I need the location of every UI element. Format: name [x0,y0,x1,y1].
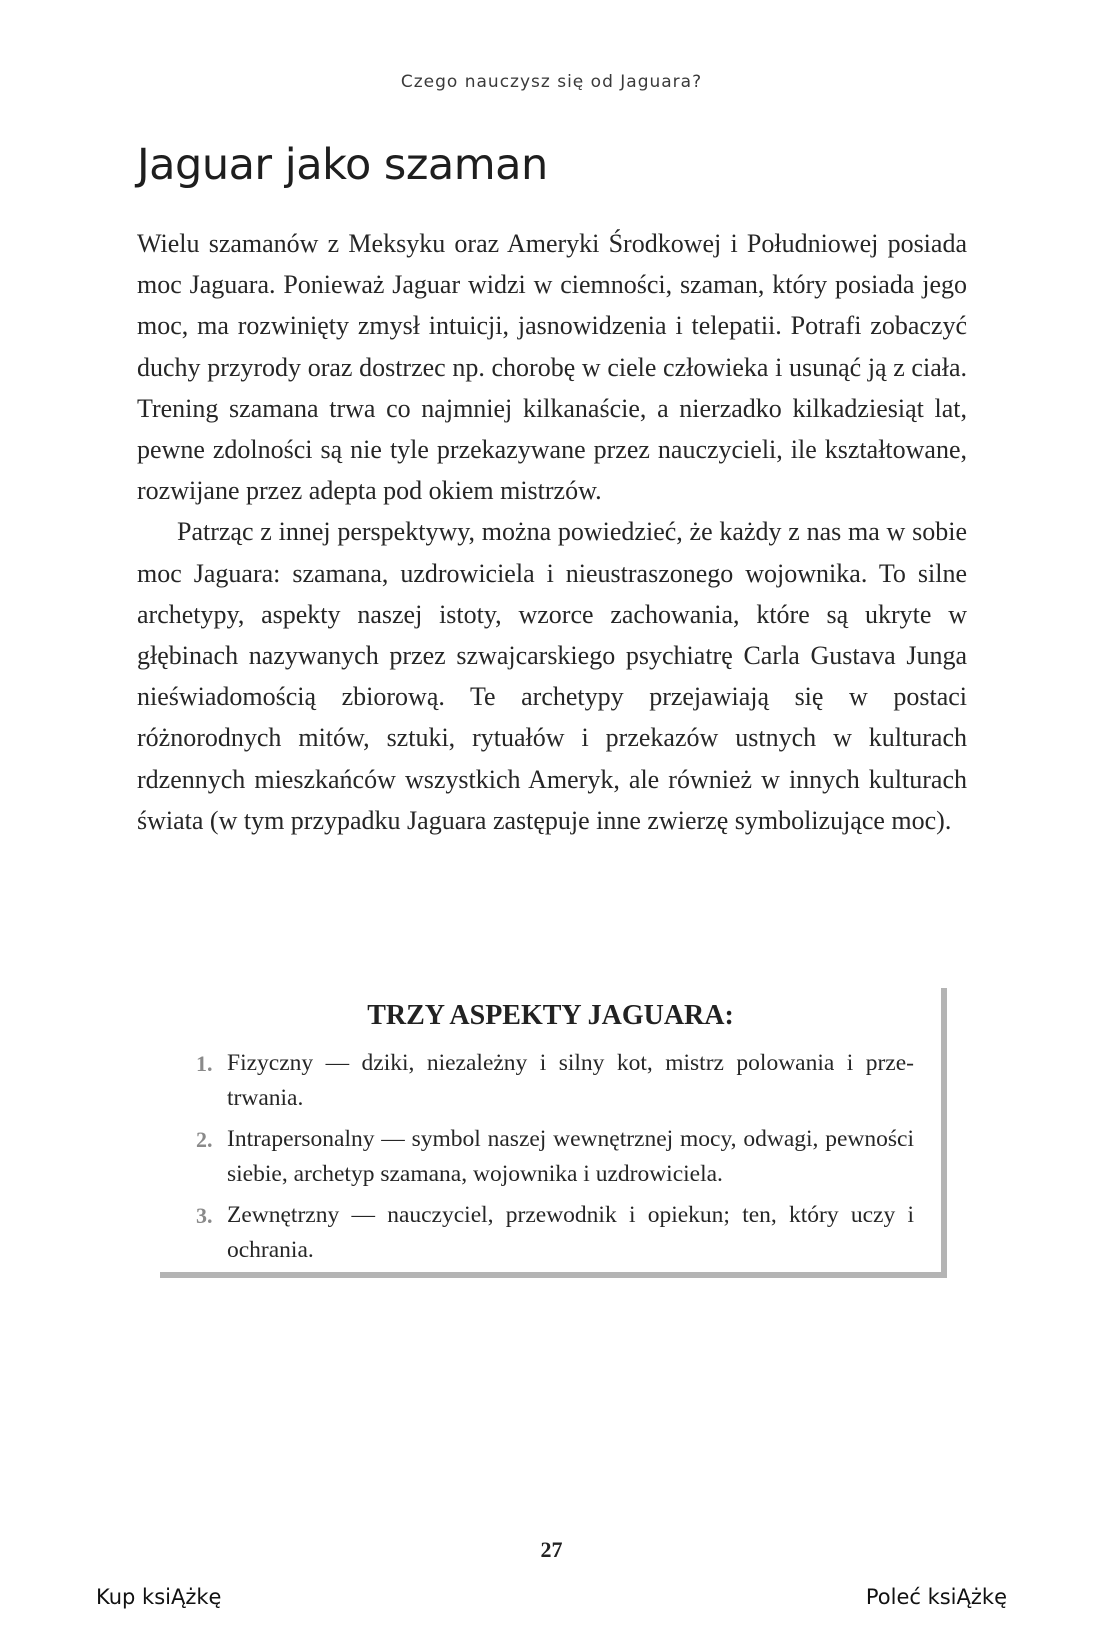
recommend-book-link[interactable]: Poleć ksiĄżkę [865,1585,1007,1609]
paragraph: Wielu szamanów z Meksyku oraz Ameryki Środkowej i Południowej posiada moc Jaguara. Ponieważ Jaguar widzi w ciemności, szaman, który posiada jego moc, ma rozwinięty zmysł intuicji, jasnowidzenia i telepatii. Potrafi zobaczyć duchy przyrody oraz dostrzec np. chorobę w ciele człowieka i usunąć ją z ciała. Trening szamana trwa co najmniej kilkanaście, a nierzadko kilkadziesiąt lat, pewne zdolności są nie tyle przekazywane przez nauczycieli, ile kształtowane, rozwijane przez adepta pod okiem mistrzów. [137,229,967,506]
list-item-number: 2. [196,1127,213,1152]
list-item-number: 3. [196,1203,213,1228]
body-text [137,223,967,841]
list-item-text: Intrapersonalny — symbol naszej wewnętrznej mocy, odwagi, pewności siebie, archetyp szamana, wojownika i uzdrowiciela. [227,1126,914,1187]
list-item-number: 1. [196,1051,213,1076]
chapter-title: Jaguar jako szaman [137,140,548,190]
list-item-text: Zewnętrzny — nauczyciel, przewodnik i opiekun; ten, który uczy i ochrania. [227,1202,914,1263]
list-item [160,1046,941,1116]
page-number: 27 [540,1537,563,1562]
running-head: Czego nauczysz się od Jaguara? [400,72,703,92]
aspects-box-title: TRZY ASPEKTY JAGUARA: [367,1000,734,1031]
list-item [160,1198,941,1268]
paragraph: Patrząc z innej perspektywy, można powiedzieć, że każdy z nas ma w sobie moc Jaguara: szamana, uzdrowiciela i nieustraszonego wojownika. To silne archetypy, aspekty naszej istoty, wzorce zachowania, które są ukryte w głębinach nazywanych przez szwajcarskiego psychiatrę Carla Gustava Junga nieświadomością zbiorową. Te archetypy przejawiają się w postaci różnorodnych mitów, sztuki, rytuałów i przekazów ustnych w kulturach rdzennych mieszkańców wszystkich Ameryk, ale również w innych kulturach świata (w tym przypadku Jaguara zastępuje inne zwierzę symbolizujące moc). [137,517,967,835]
list-item-text: Fizyczny — dziki, niezależny i silny kot, mistrz polowania i przetrwania. [227,1050,914,1111]
buy-book-link[interactable]: Kup ksiĄżkę [96,1585,222,1609]
aspects-box [160,988,947,1278]
list-item [160,1122,941,1192]
aspects-list [160,1046,941,1274]
